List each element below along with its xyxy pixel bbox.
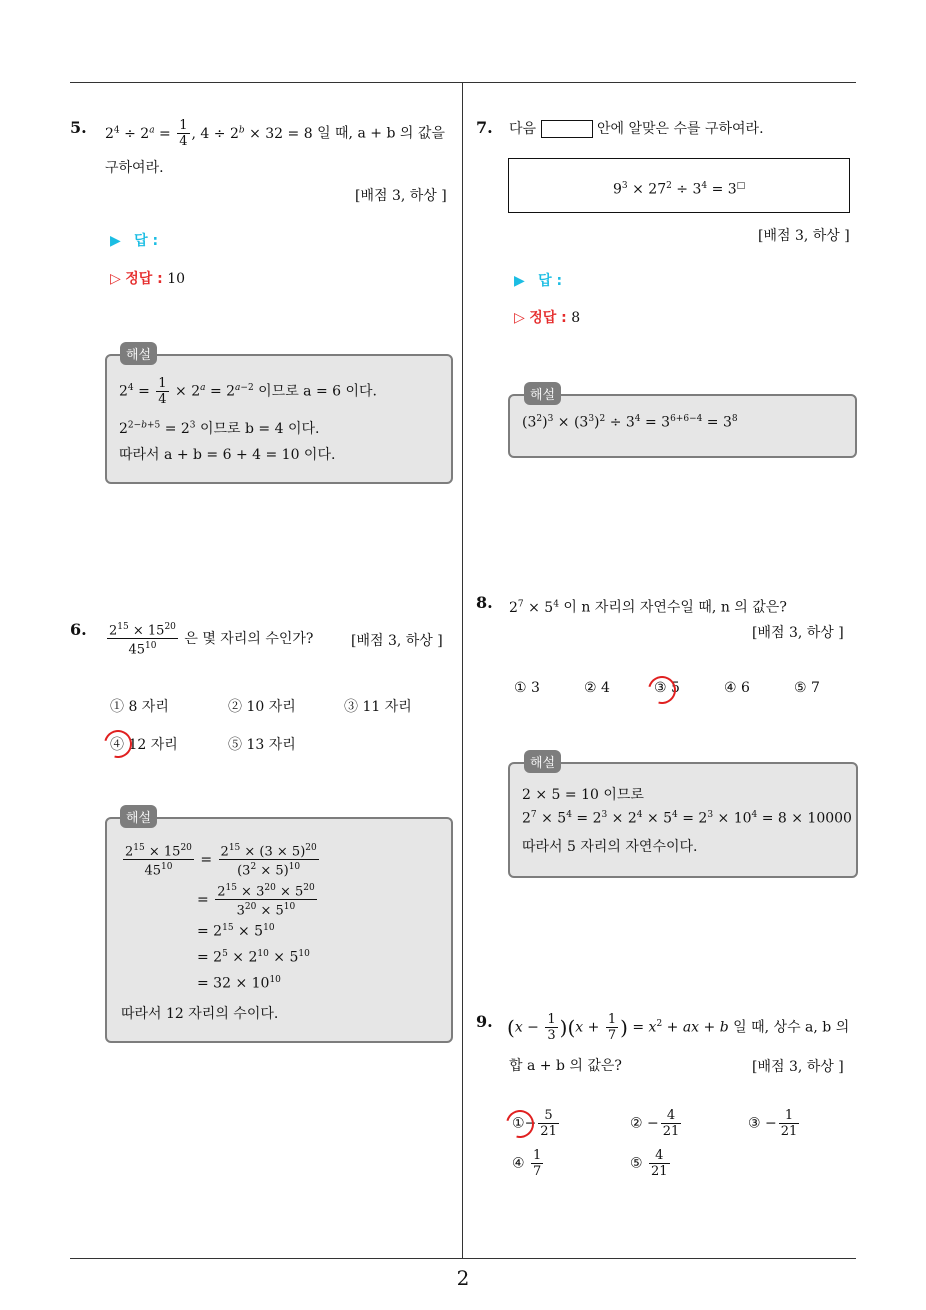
q5-question bbox=[105, 118, 445, 149]
q7-number: 7. bbox=[476, 118, 493, 137]
q7-sol-line1: $(3^2)^3 \times (3^3)^2 \div 3^4 = 3^{6+6-4} = 3^8$ bbox=[522, 414, 738, 431]
q5-question-text: 일 때, a + b 의 값을 bbox=[317, 125, 445, 142]
triangle-filled-icon: ▶ bbox=[514, 273, 525, 289]
correct-label: 정답 : bbox=[125, 271, 163, 287]
q6-solution-box bbox=[105, 817, 453, 1043]
q8-number: 8. bbox=[476, 593, 493, 612]
q9-number: 9. bbox=[476, 1012, 493, 1031]
q7-expression: $9^3 \times 27^2 \div 3^4 = 3^□$ bbox=[613, 181, 746, 198]
q6-sol-row2: = $\frac{2^{15} \times 3^{20} \times 5^{20}}{3^{20} \times 5^{10}}$ bbox=[197, 883, 315, 919]
column-divider bbox=[462, 83, 463, 1259]
q8-sol-line3: 따라서 5 자리의 자연수이다. bbox=[522, 839, 698, 855]
q9-option-3[interactable]: ③ − $\frac{1}{21}$ bbox=[748, 1108, 798, 1139]
q5-sol-line2: $2^{2-b+5} = 2^3$ 이므로 b = 4 이다. bbox=[119, 420, 320, 437]
q6-sol-last: 따라서 12 자리의 수이다. bbox=[121, 1006, 279, 1022]
q8-solution-tag: 해설 bbox=[524, 750, 561, 773]
q5-sol-line3: 따라서 a + b = 6 + 4 = 10 이다. bbox=[119, 447, 336, 463]
q5-solution-tag: 해설 bbox=[120, 342, 157, 365]
correct-label: 정답 : bbox=[529, 310, 567, 326]
q7-correct bbox=[514, 307, 580, 327]
q7-blank-box bbox=[541, 120, 593, 138]
q6-sol-row1: $\frac{2^{15} \times 15^{20}}{45^{10}}$ = $\frac{2^{15} \times (3 \times 5)^{20}}{(3^2 \times 5)^{10}}$ bbox=[125, 843, 317, 879]
q9-option-4[interactable]: ④ $\frac{1}{7}$ bbox=[512, 1148, 542, 1179]
q8-sol-line2: $2^7 \times 5^4 = 2^3 \times 2^4 \times 5^4 = 2^3 \times 10^4 = 8 \times 10000$ bbox=[522, 810, 852, 827]
q6-score: [배점 3, 하상 ] bbox=[351, 633, 443, 649]
q8-score: [배점 3, 하상 ] bbox=[752, 625, 844, 641]
page-number: 2 bbox=[456, 1266, 470, 1290]
q9-score: [배점 3, 하상 ] bbox=[752, 1059, 844, 1075]
q8-option-1[interactable]: ① 3 bbox=[514, 680, 540, 696]
q5-correct bbox=[110, 268, 185, 288]
q5-score: [배점 3, 하상 ] bbox=[355, 188, 447, 204]
q8-answer-circle bbox=[643, 671, 681, 709]
q6-option-4[interactable]: ④ 12 자리 bbox=[110, 737, 178, 753]
q8-option-3[interactable]: ③ 5 bbox=[654, 680, 680, 696]
q6-option-2[interactable]: ② 10 자리 bbox=[228, 699, 296, 715]
q6-option-3[interactable]: ③ 11 자리 bbox=[344, 699, 412, 715]
answer-label: 답 : bbox=[134, 233, 159, 249]
q7-score: [배점 3, 하상 ] bbox=[758, 228, 850, 244]
q5-correct-value: 10 bbox=[167, 271, 186, 287]
q8-option-2[interactable]: ② 4 bbox=[584, 680, 610, 696]
bottom-rule bbox=[70, 1258, 856, 1259]
triangle-filled-icon: ▶ bbox=[110, 233, 121, 249]
q9-option-2[interactable]: ② − $\frac{4}{21}$ bbox=[630, 1108, 680, 1139]
q7-expression-box bbox=[508, 158, 850, 213]
q5-solution-box bbox=[105, 354, 453, 484]
q6-question: $\frac{2^{15} \times 15^{20}}{45^{10}}$ 은 몇 자리의 수인가? bbox=[109, 622, 314, 658]
q7-correct-value: 8 bbox=[571, 310, 581, 326]
q6-solution-tag: 해설 bbox=[120, 805, 157, 828]
q6-sol-row3: = $2^{15} \times 5^{10}$ bbox=[197, 923, 275, 940]
top-rule bbox=[70, 82, 856, 83]
q6-number: 6. bbox=[70, 620, 87, 639]
q8-option-5[interactable]: ⑤ 7 bbox=[794, 680, 820, 696]
q5-number: 5. bbox=[70, 118, 87, 137]
q7-solution-tag: 해설 bbox=[524, 382, 561, 405]
q6-answer-circle bbox=[99, 725, 137, 763]
q9-question-line2: 합 a + b 의 값은? bbox=[509, 1058, 622, 1074]
q8-solution-box bbox=[508, 762, 858, 878]
answer-label: 답 : bbox=[538, 273, 563, 289]
q5-math: $2^4 \div 2^a$ = $\frac{1}{4}$ , $4 \div 2^b \times 32 = 8$ bbox=[105, 118, 313, 149]
q7-question: 다음 안에 알맞은 수를 구하여라. bbox=[509, 121, 764, 137]
q6-option-5[interactable]: ⑤ 13 자리 bbox=[228, 737, 296, 753]
q6-sol-row4: = $2^5 \times 2^{10} \times 5^{10}$ bbox=[197, 949, 310, 966]
q5-question-line2: 구하여라. bbox=[105, 160, 164, 176]
q5-answer bbox=[110, 230, 158, 250]
q8-question: $2^7 \times 5^4$ 이 n 자리의 자연수일 때, n 의 값은? bbox=[509, 599, 787, 616]
q6-sol-row5: = $32 \times 10^{10}$ bbox=[197, 975, 281, 992]
triangle-outline-icon: ▷ bbox=[110, 271, 121, 287]
triangle-outline-icon: ▷ bbox=[514, 310, 525, 326]
q9-question: (x − $\frac{1}{3}$ )(x + $\frac{1}{7}$ ) = $x^2$ + ax + b 일 때, 상수 a, b 의 bbox=[507, 1012, 850, 1043]
q6-question-text: 은 몇 자리의 수인가? bbox=[184, 630, 314, 647]
q9-option-1[interactable]: ①− $\frac{5}{21}$ bbox=[512, 1108, 557, 1139]
q9-option-5[interactable]: ⑤ $\frac{4}{21}$ bbox=[630, 1148, 668, 1179]
q7-solution-box bbox=[508, 394, 857, 458]
q6-option-1[interactable]: ① 8 자리 bbox=[110, 699, 169, 715]
q7-answer bbox=[514, 270, 562, 290]
q8-option-4[interactable]: ④ 6 bbox=[724, 680, 750, 696]
q5-sol-line1: $2^4$ = $\frac{1}{4}$ × $2^a = 2^{a-2}$ 이므로 a = 6 이다. bbox=[119, 376, 378, 407]
q8-sol-line1: 2 × 5 = 10 이므로 bbox=[522, 787, 644, 803]
